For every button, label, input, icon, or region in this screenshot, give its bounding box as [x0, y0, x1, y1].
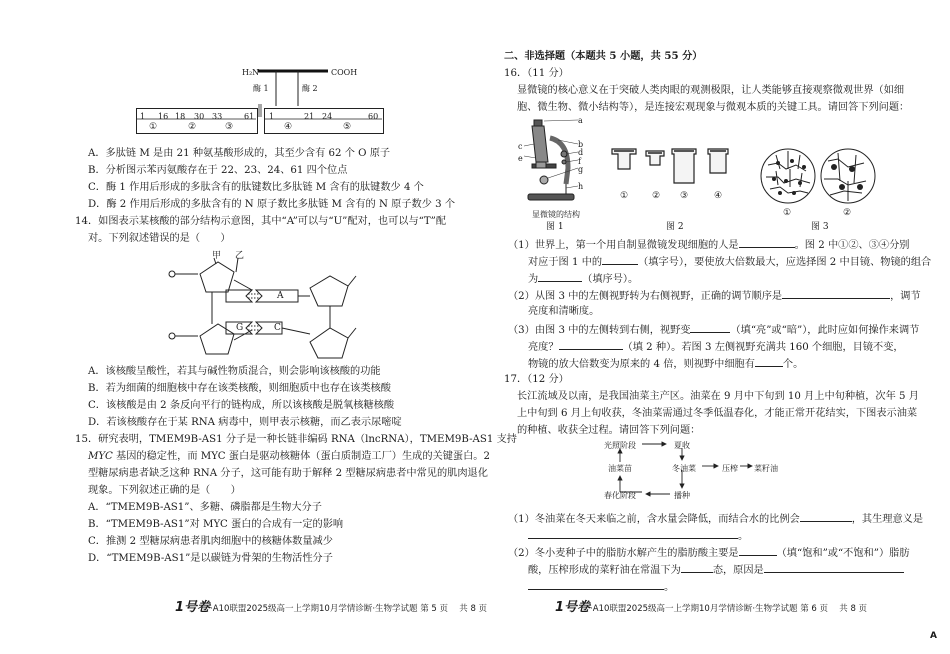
answer-blank[interactable] — [528, 528, 738, 539]
microscope-label: e — [518, 154, 523, 163]
q17-1-text-c: 。 — [738, 531, 749, 542]
answer-blank[interactable] — [739, 545, 777, 556]
pos-label: 33 — [212, 112, 223, 121]
pos-label: 60 — [368, 112, 379, 121]
answer-blank[interactable] — [755, 356, 783, 367]
q16-1-text-c: 对应于图 1 中的 — [528, 257, 603, 268]
right-footer — [555, 596, 867, 615]
cooh-label: COOH — [331, 68, 358, 77]
flow-yazha: 压榨 — [722, 464, 738, 473]
q16-3-text-c: 亮度？ — [528, 342, 559, 353]
q17-intro-1: 长江流域及以南，是我国油菜主产区。油菜在 9 月中下旬到 10 月上中旬种植，次年 5 月 — [517, 391, 919, 402]
microscope-label: d — [578, 148, 584, 157]
q17-intro-2: 上中旬到 6 月上旬收获，冬油菜需通过冬季低温春化，才能正常开花结实，下图表示油菜 — [517, 408, 918, 419]
nucleic-acid-diagram — [160, 250, 360, 360]
q15-option-c: C．推测 2 型糖尿病患者肌肉细胞中的核糖体数量减少 — [88, 536, 333, 547]
q16-head: 16．（11 分） — [504, 68, 569, 79]
section-title: 二、非选择题（本题共 5 小题，共 55 分） — [504, 50, 703, 62]
base-c-label: C — [274, 323, 281, 333]
fig1-caption: 显微镜的结构 — [532, 210, 580, 219]
q16-1-text-e: 为 — [528, 274, 539, 285]
q15-stem-line3: 型糖尿病患者缺乏这种 RNA 分子，这可能有助于解释 2 型糖尿病患者中常见的肌肉退化 — [88, 468, 488, 479]
q15-option-b: B．“TMEM9B-AS1”对 MYC 蛋白的合成有一定的影响 — [88, 519, 344, 530]
fragment-number: ① — [149, 122, 158, 132]
q17-2-text-e: 。 — [664, 582, 675, 593]
lens-number: ④ — [714, 191, 723, 201]
answer-blank[interactable] — [739, 237, 795, 248]
q17-sub1-line2 — [528, 528, 748, 543]
q14-option-d: D．若该核酸存在于某 RNA 病毒中，则甲表示核糖，而乙表示尿嘧啶 — [88, 417, 402, 428]
q16-sub3-line3 — [528, 356, 803, 371]
yi-label: 乙 — [235, 251, 245, 261]
base-g-label: G — [236, 323, 244, 333]
answer-blank[interactable] — [602, 254, 638, 265]
q16-2-text-b: ，调节 — [890, 291, 921, 302]
q15-stem-line1: 15．研究表明，TMEM9B-AS1 分子是一种长链非编码 RNA（lncRNA），TMEM9B-AS1 支持 — [75, 434, 517, 445]
lenses-figure — [610, 145, 745, 195]
answer-blank[interactable] — [800, 511, 852, 522]
q17-head: 17．（12 分） — [504, 374, 569, 385]
answer-blank[interactable] — [681, 562, 713, 573]
flow-guangzhao: 光照阶段 — [604, 441, 636, 450]
enzyme1-label: 酶 1 — [253, 84, 269, 93]
logo-1haojuan: 1号卷 — [555, 600, 591, 615]
q16-1-text-d: （填字号），要使放大倍数最大，应选择图 2 中目镜、物镜的组合 — [638, 257, 932, 268]
fig3-label: 图 3 — [811, 222, 829, 232]
q16-sub1-line2 — [528, 254, 931, 269]
answer-blank[interactable] — [782, 288, 890, 299]
q17-sub2-line2 — [528, 562, 904, 577]
lens-number: ① — [620, 191, 629, 201]
jia-label: 甲 — [212, 251, 222, 261]
enzyme2-label: 酶 2 — [302, 84, 318, 93]
q17-2-text-b: （填“饱和”或“不饱和”）脂肪 — [776, 548, 910, 559]
q13-option-c: C．酶 1 作用后形成的多肽含有的肽键数比多肽链 M 含有的肽键数少 4 个 — [88, 182, 424, 193]
lens-number: ③ — [680, 191, 689, 201]
q16-intro-2: 胞、微生物、微小结构等），是连接宏观现象与微观本质的关键工具。请回答下列问题： — [517, 102, 910, 113]
q17-sub2-line3 — [528, 579, 674, 594]
fragment-number: ⑤ — [343, 122, 352, 132]
answer-blank[interactable] — [559, 339, 623, 350]
q16-1-text-b: 。图 2 中①②、③④分别 — [794, 240, 910, 251]
q13-option-a: A．多肽链 M 是由 21 种氨基酸形成的，其至少含有 62 个 O 原子 — [88, 148, 391, 159]
microscope-label: a — [578, 116, 583, 125]
q15-option-d: D．“TMEM9B-AS1”是以碳链为骨架的生物活性分子 — [88, 553, 333, 564]
right-footer-text: ·A10联盟2025级高一上学期10月学情诊断·生物学试题 第 6 页 共 8 页 — [590, 604, 868, 614]
answer-blank[interactable] — [764, 562, 904, 573]
q16-sub1-line1 — [508, 237, 909, 252]
q15-stem-line4: 现象。下列叙述正确的是（ ） — [88, 485, 241, 496]
flow-youcaimiao: 油菜苗 — [608, 464, 632, 473]
flow-chunhua: 春化阶段 — [604, 491, 636, 500]
q16-2-text-c: 亮度和清晰度。 — [528, 306, 600, 317]
pos-label: 21 — [304, 112, 315, 121]
fragment-number: ④ — [284, 122, 293, 132]
pos-label: 61 — [244, 112, 255, 121]
q15-option-a: A．“TMEM9B-AS1”、多糖、磷脂都是生物大分子 — [88, 502, 322, 513]
answer-blank[interactable] — [538, 271, 582, 282]
q16-sub3-line1 — [508, 322, 919, 337]
q17-sub2-line1 — [508, 545, 910, 560]
q17-2-text-d: 态，原因是 — [712, 565, 764, 576]
h2n-label: H₂N — [242, 68, 260, 77]
q17-1-text-b: ，其生理意义是 — [851, 514, 924, 525]
flow-dongyoucai: 冬油菜 — [672, 464, 696, 473]
fig1-label: 图 1 — [546, 222, 564, 232]
q14-stem-cont: 对。下列叙述错误的是（ ） — [88, 233, 231, 244]
q17-2-text-a: （2）冬小麦种子中的脂肪水解产生的脂肪酸主要是 — [508, 548, 739, 559]
fig2-label: 图 2 — [666, 222, 684, 232]
answer-blank[interactable] — [690, 322, 730, 333]
q16-sub2-line1 — [508, 288, 921, 303]
pos-label: 1 — [269, 112, 275, 121]
myc-gene: MYC — [88, 451, 113, 462]
fragment-number: ② — [188, 122, 197, 132]
q16-3-text-e: 物镜的放大倍数变为原来的 4 倍，则视野中细胞有 — [528, 359, 755, 370]
pos-label: 16 — [158, 112, 169, 121]
pos-label: 1 — [140, 112, 146, 121]
q14-option-b: B．若为细菌的细胞核中存在该类核酸，则细胞质中也存在该类核酸 — [88, 383, 391, 394]
q16-sub3-line2 — [528, 339, 904, 354]
flow-caiziyou: 菜籽油 — [754, 464, 778, 473]
microscope-label: c — [518, 142, 523, 151]
flow-bozhong: 播种 — [674, 491, 690, 500]
q16-sub1-line3 — [528, 271, 638, 286]
q16-intro-1: 显微镜的核心意义在于突破人类肉眼的观测极限，让人类能够直接观察微观世界（如细 — [517, 85, 905, 96]
pos-label: 18 — [175, 112, 186, 121]
view-number: ① — [783, 208, 792, 218]
microscope-figure — [516, 118, 596, 214]
q16-3-text-a: （3）由图 3 中的左侧转到右侧，视野变 — [508, 325, 691, 336]
q16-1-text-a: （1）世界上，第一个用自制显微镜发现细胞的人是 — [508, 240, 739, 251]
corner-mark: A — [930, 631, 937, 641]
q16-3-text-f: 个。 — [782, 359, 804, 370]
q15-stem-line2 — [88, 450, 490, 463]
logo-1haojuan: 1号卷 — [175, 600, 211, 615]
q13-option-d: D．酶 2 作用后形成的多肽含有的 N 原子数比多肽链 M 含有的 N 原子数少 3 个 — [88, 199, 456, 210]
microscope-label: g — [578, 165, 584, 174]
microscope-label: f — [578, 157, 581, 166]
q16-3-text-b: （填“亮”或“暗”），此时应如何操作来调节 — [730, 325, 920, 336]
pos-label: 30 — [194, 112, 205, 121]
left-footer-text: ·A10联盟2025级高一上学期10月学情诊断·生物学试题 第 5 页 共 8 页 — [210, 604, 488, 614]
view-number: ② — [843, 208, 852, 218]
left-footer — [175, 596, 487, 615]
q16-3-text-d: （填 2 种）。若图 3 左侧视野充满共 160 个细胞，目镜不变， — [622, 342, 904, 353]
q14-stem: 14．如图表示某核酸的部分结构示意图，其中“A”可以与“U”配对，也可以与“T”配 — [75, 216, 447, 227]
base-a-label: A — [277, 291, 284, 301]
q16-2-text-a: （2）从图 3 中的左侧视野转为右侧视野，正确的调节顺序是 — [508, 291, 783, 302]
q16-1-text-f: （填序号）。 — [582, 274, 639, 285]
lens-number: ② — [652, 191, 661, 201]
q17-intro-3: 的种植、收获全过程。请回答下列问题： — [517, 425, 701, 436]
microscope-label: h — [578, 182, 584, 191]
q17-2-text-c: 酸，压榨形成的菜籽油在常温下为 — [528, 565, 681, 576]
microscope-label: b — [578, 140, 584, 149]
answer-blank[interactable] — [528, 579, 664, 590]
fragment-number: ③ — [225, 122, 234, 132]
flow-xiashou: 夏收 — [674, 441, 690, 450]
q13-option-b: B．分析图示苯丙氨酸存在于 22、23、24、61 四个位点 — [88, 165, 348, 176]
q14-option-a: A．该核酸呈酸性，若其与碱性物质混合，则会影响该核酸的功能 — [88, 366, 381, 377]
views-figure — [760, 147, 876, 207]
q15-stem-line2-text: 基因的稳定性，而 MYC 蛋白是驱动核糖体（蛋白质制造工厂）生成的关键蛋白。2 — [112, 451, 490, 462]
q17-sub1-line1 — [508, 511, 923, 526]
q17-1-text-a: （1）冬油菜在冬天来临之前，含水量会降低，而结合水的比例会 — [508, 514, 800, 525]
q14-option-c: C．该核酸是由 2 条反向平行的链构成，所以该核酸是脱氧核糖核酸 — [88, 400, 395, 411]
pos-label: 24 — [322, 112, 333, 121]
